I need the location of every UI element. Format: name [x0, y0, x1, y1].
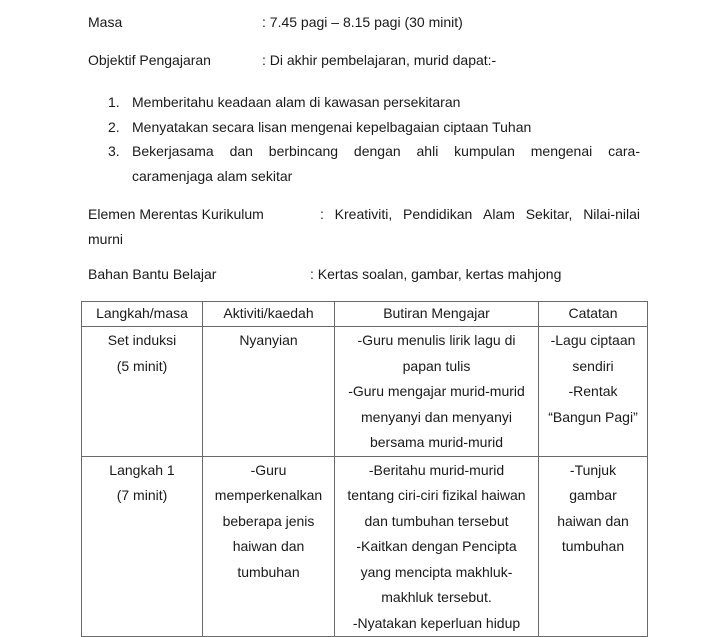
cell-line: haiwan dan [232, 538, 305, 554]
cell-line: -Kaitkan dengan Pencipta [356, 538, 517, 554]
cell-line: -Beritahu murid-murid [368, 461, 505, 478]
cell-line: -Lagu ciptaan [550, 332, 636, 348]
cell-line: -Rentak [568, 383, 618, 399]
objektif-label: Objektif Pengajaran [88, 52, 211, 68]
elemen-value [320, 202, 640, 227]
header-langkah: Langkah/masa [82, 302, 203, 327]
cell-line: -Guru mengajar murid-murid [348, 383, 525, 399]
cell-aktiviti [203, 327, 335, 457]
cell-aktiviti [203, 456, 335, 637]
cell-catatan [539, 327, 648, 457]
cell-butiran [335, 456, 539, 637]
masa-value: : 7.45 pagi – 8.15 pagi (30 minit) [262, 14, 463, 30]
table-row [82, 327, 648, 457]
elemen-word: Pendidikan [403, 206, 473, 222]
cell-line: menyanyi dan menyanyi [361, 408, 512, 425]
objective-number: 1. [108, 94, 120, 110]
objective-text: Bekerjasama dan berbincang dengan ahli kumpulan mengenai cara- [132, 143, 640, 159]
elemen-label: Elemen Merentas Kurikulum [88, 206, 264, 222]
table-row [82, 456, 648, 637]
cell-line: (5 minit) [116, 357, 168, 374]
cell-line: beberapa jenis [222, 512, 315, 529]
header-aktiviti: Aktiviti/kaedah [203, 302, 335, 327]
objective-item [108, 115, 640, 140]
cell-line: tumbuhan [561, 538, 625, 554]
cell-catatan [539, 456, 648, 637]
bahan-value: : Kertas soalan, gambar, kertas mahjong [310, 266, 562, 282]
objective-number: 2. [108, 118, 120, 135]
cell-line: Set induksi [107, 332, 177, 348]
cell-line: Langkah 1 [109, 461, 175, 478]
cell-line: -Guru [250, 461, 287, 478]
header-catatan: Catatan [539, 302, 648, 327]
cell-line: -Guru menulis lirik lagu di [357, 332, 516, 348]
cell-line: -Tunjuk [569, 461, 617, 478]
cell-line: dan tumbuhan tersebut [364, 512, 509, 529]
elemen-word: Nilai-nilai [583, 206, 640, 222]
elemen-word: Sekitar, [525, 206, 573, 222]
cell-line: Nyanyian [239, 332, 298, 348]
cell-line: yang mencipta makhluk- [360, 563, 513, 580]
objective-text: caramenjaga alam sekitar [132, 167, 293, 184]
cell-line: makhluk tersebut. [381, 589, 492, 605]
cell-line: papan tulis [402, 357, 471, 374]
header-butiran: Butiran Mengajar [335, 302, 539, 327]
objektif-value: : Di akhir pembelajaran, murid dapat:- [262, 52, 497, 68]
elemen-word: Kreativiti, [334, 206, 393, 222]
cell-line: -Nyatakan keperluan hidup [352, 614, 521, 631]
cell-line: “Bangun Pagi” [548, 408, 638, 425]
objective-list [108, 90, 640, 188]
objective-item [108, 90, 640, 115]
objective-text: Menyatakan secara lisan mengenai kepelbagaian ciptaan Tuhan [132, 118, 532, 135]
lesson-table [81, 301, 648, 637]
masa-label: Masa [88, 14, 123, 30]
elemen-continuation: murni [88, 231, 124, 247]
cell-line: haiwan dan [557, 512, 629, 529]
cell-line: (7 minit) [116, 487, 168, 503]
bahan-label: Bahan Bantu Belajar [88, 266, 217, 282]
table-header-row [82, 302, 648, 327]
cell-langkah [82, 327, 203, 457]
cell-langkah [82, 456, 203, 637]
cell-line: tentang ciri-ciri fizikal haiwan [347, 487, 526, 503]
objective-text: Memberitahu keadaan alam di kawasan persekitaran [132, 94, 461, 110]
objective-item [108, 139, 640, 188]
elemen-colon: : [320, 206, 324, 222]
cell-line: sendiri [572, 357, 614, 374]
objective-number: 3. [108, 143, 120, 159]
cell-line: memperkenalkan [214, 487, 323, 503]
cell-line: gambar [569, 487, 617, 503]
cell-line: bersama murid-murid [369, 434, 504, 450]
elemen-word: Alam [483, 206, 515, 222]
elemen-field [88, 202, 640, 252]
cell-butiran [335, 327, 539, 457]
cell-line: tumbuhan [237, 563, 300, 580]
